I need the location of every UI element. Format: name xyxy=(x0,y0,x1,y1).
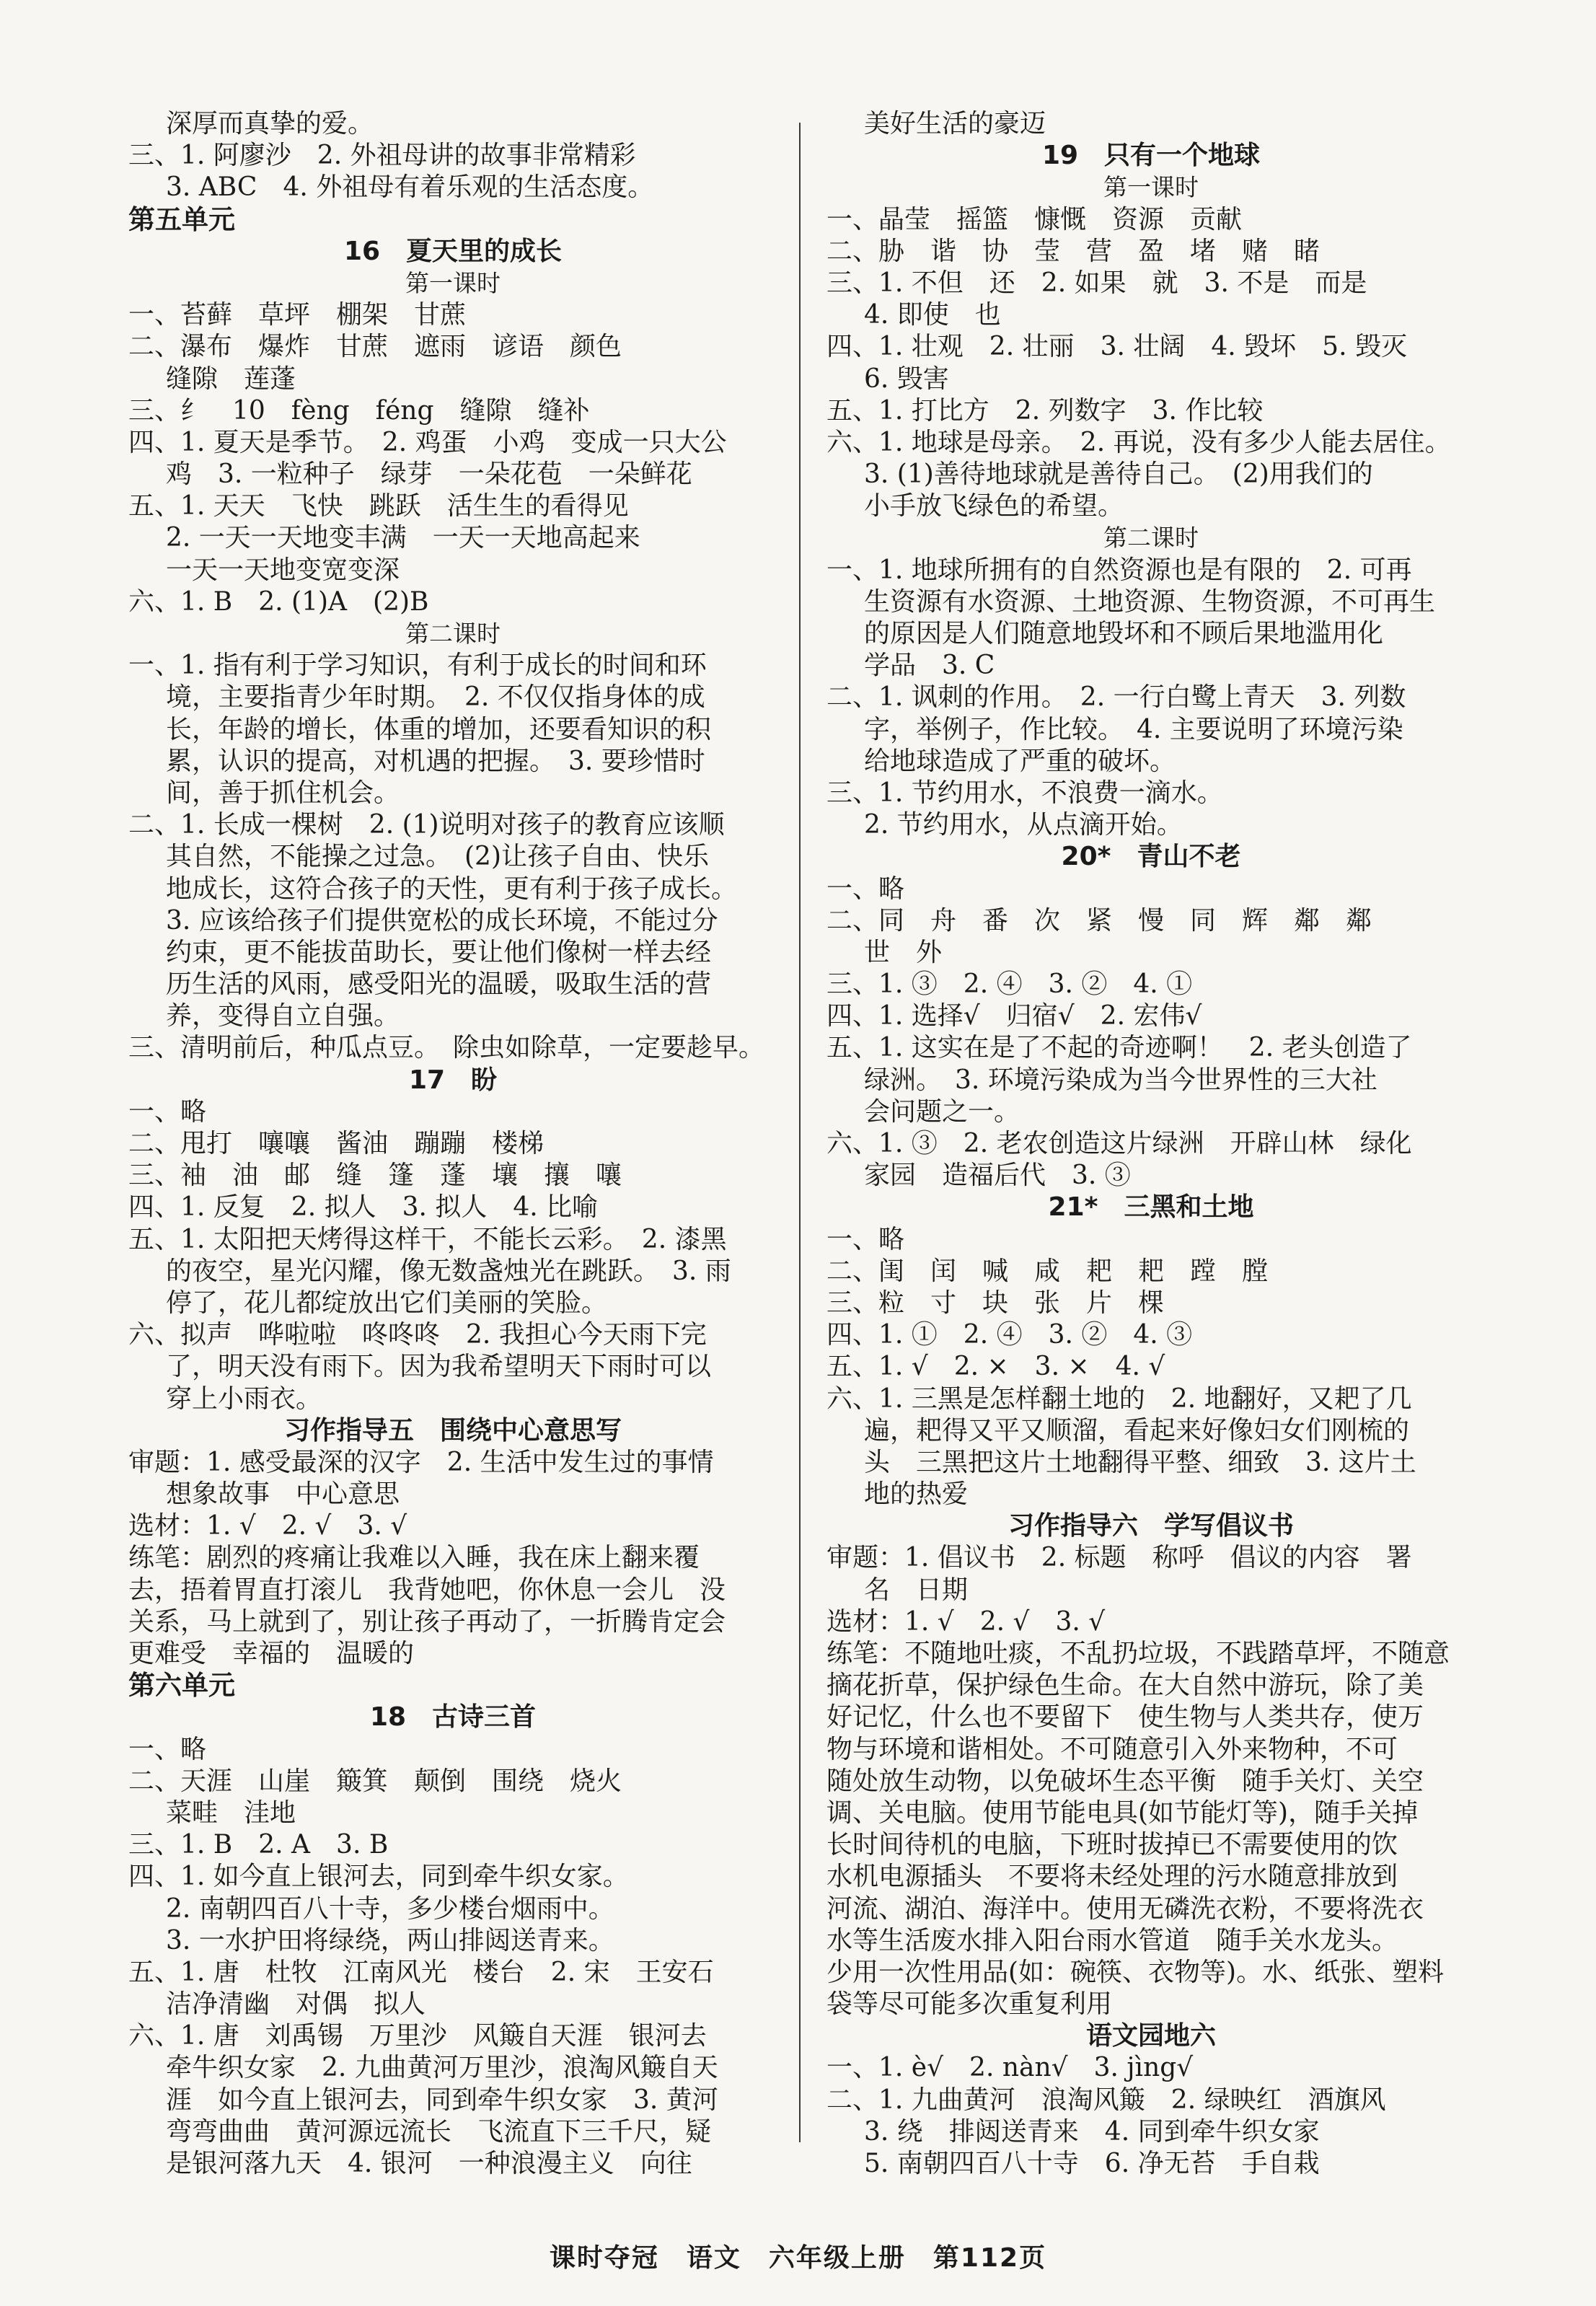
answer-line: 洁净清幽 对偶 拟人 xyxy=(166,1989,426,2020)
answer-line: 六、1. 地球是母亲。 2. 再说，没有多少人能去居住。 xyxy=(826,427,1451,457)
answer-line: 世 外 xyxy=(864,937,943,967)
section-title: 20* 青山不老 xyxy=(1061,842,1241,872)
answer-line: 一天一天地变宽变深 xyxy=(166,555,400,585)
answer-line: 审题：1. 倡议书 2. 标题 称呼 倡议的内容 署 xyxy=(826,1543,1412,1573)
lesson-subtitle: 第一课时 xyxy=(1103,173,1199,202)
answer-line: 审题：1. 感受最深的汉字 2. 生活中发生过的事情 xyxy=(128,1447,714,1477)
answer-line: 一、略 xyxy=(826,1224,905,1254)
answer-line: 随处放生动物，以免破坏生态平衡 随手关灯、关空 xyxy=(826,1766,1424,1796)
answer-line: 名 日期 xyxy=(864,1575,969,1605)
answer-line: 的夜空，星光闪耀，像无数盏烛光在跳跃。 3. 雨 xyxy=(166,1256,731,1286)
answer-line: 2. 南朝四百八十寺，多少楼台烟雨中。 xyxy=(166,1893,614,1924)
answer-line: 会问题之一。 xyxy=(864,1096,1020,1127)
section-title: 语文园地六 xyxy=(1085,2021,1216,2051)
answer-line: 二、1. 长成一棵树 2. (1)说明对孩子的教育应该顺 xyxy=(128,810,725,840)
answer-line: 去，捂着胃直打滚儿 我背她吧，你休息一会儿 没 xyxy=(128,1575,726,1605)
lesson-subtitle: 第一课时 xyxy=(405,268,501,297)
answer-line: 的原因是人们随意地毁坏和不顾后果地滥用化 xyxy=(864,619,1384,648)
answer-line: 五、1. 天天 飞快 跳跃 活生生的看得见 xyxy=(128,491,629,522)
answer-line: 四、1. 如今直上银河去，同到牵牛织女家。 xyxy=(128,1862,629,1892)
answer-line: 六、1. 三黑是怎样翻土地的 2. 地翻好，又耙了几 xyxy=(826,1383,1412,1414)
answer-line: 涯 如今直上银河去，同到牵牛织女家 3. 黄河 xyxy=(166,2085,718,2115)
answer-line: 6. 毁害 xyxy=(864,364,949,394)
answer-line: 牵牛织女家 2. 九曲黄河万里沙，浪淘风簸自天 xyxy=(166,2053,718,2083)
answer-line: 六、1. 唐 刘禹锡 万里沙 风簸自天涯 银河去 xyxy=(128,2021,707,2051)
answer-line: 绿洲。 3. 环境污染成为当今世界性的三大社 xyxy=(864,1065,1377,1095)
answer-line: 选材：1. √ 2. √ 3. √ xyxy=(826,1606,1106,1637)
answer-line: 养，变得自立自强。 xyxy=(166,1001,400,1031)
answer-line: 水机电源插头 不要将未经处理的污水随意排放到 xyxy=(826,1862,1398,1892)
answer-line: 其自然，不能操之过急。 (2)让孩子自由、快乐 xyxy=(166,842,709,872)
answer-line: 弯弯曲曲 黄河源远流长 飞流直下三千尺，疑 xyxy=(166,2116,712,2147)
answer-line: 4. 即使 也 xyxy=(864,300,1001,330)
answer-line: 3. ABC 4. 外祖母有着乐观的生活态度。 xyxy=(166,172,654,203)
answer-line: 少用一次性用品(如：碗筷、衣物等)。水、纸张、塑料 xyxy=(826,1957,1445,1987)
answer-line: 袋等尽可能多次重复利用 xyxy=(826,1989,1113,2020)
answer-line: 三、袖 油 邮 缝 篷 蓬 壤 攘 嚷 xyxy=(128,1161,622,1191)
answer-line: 三、纟 10 fèng féng 缝隙 缝补 xyxy=(128,395,590,426)
unit-heading: 第五单元 xyxy=(128,203,235,235)
answer-line: 四、1. 选择√ 归宿√ 2. 宏伟√ xyxy=(826,1001,1202,1031)
answer-line: 二、1. 九曲黄河 浪淘风簸 2. 绿映红 酒旗风 xyxy=(826,2085,1386,2115)
answer-line: 五、1. 太阳把天烤得这样干，不能长云彩。 2. 漆黑 xyxy=(128,1224,727,1254)
lesson-subtitle: 第二课时 xyxy=(1103,524,1199,553)
answer-line: 3. 一水护田将绿绕，两山排闼送青来。 xyxy=(166,1925,614,1955)
answer-line: 三、1. 不但 还 2. 如果 就 3. 不是 而是 xyxy=(826,268,1367,298)
answer-line: 鸡 3. 一粒种子 绿芽 一朵花苞 一朵鲜花 xyxy=(166,459,692,490)
right-column xyxy=(826,108,1476,2180)
answer-line: 物与环境和谐相处。不可随意引入外来物种，不可 xyxy=(826,1734,1398,1764)
answer-line: 五、1. 唐 杜牧 江南风光 楼台 2. 宋 王安石 xyxy=(128,1957,714,1987)
answer-line: 了，明天没有雨下。因为我希望明天下雨时可以 xyxy=(166,1352,712,1382)
answer-line: 二、胁 谐 协 莹 营 盈 堵 赌 睹 xyxy=(826,236,1321,266)
answer-line: 一、略 xyxy=(826,873,905,904)
answer-line: 二、闺 闰 喊 咸 耙 耙 蹚 膛 xyxy=(826,1256,1269,1286)
answer-line: 学品 3. C xyxy=(864,651,995,681)
answer-line: 二、甩打 嚷嚷 酱油 蹦蹦 楼梯 xyxy=(128,1129,545,1158)
answer-line: 一、1. è√ 2. nàn√ 3. jìng√ xyxy=(826,2053,1194,2083)
answer-line: 小手放飞绿色的希望。 xyxy=(864,491,1124,522)
section-title: 习作指导五 围绕中心意思写 xyxy=(283,1415,622,1445)
answer-line: 四、1. 壮观 2. 壮丽 3. 壮阔 4. 毁坏 5. 毁灭 xyxy=(826,332,1407,362)
answer-line: 地成长，这符合孩子的天性，更有利于孩子成长。 xyxy=(166,873,738,904)
answer-line: 水等生活废水排入阳台雨水管道 随手关水龙头。 xyxy=(826,1925,1398,1955)
answer-line: 深厚而真挚的爱。 xyxy=(166,109,374,138)
answer-line: 一、苔藓 草坪 棚架 甘蔗 xyxy=(128,300,467,330)
answer-line: 河流、湖泊、海洋中。使用无磷洗衣粉，不要将洗衣 xyxy=(826,1893,1424,1924)
answer-line: 四、1. 反复 2. 拟人 3. 拟人 4. 比喻 xyxy=(128,1192,599,1223)
section-title: 19 只有一个地球 xyxy=(1041,141,1261,171)
section-title: 21* 三黑和土地 xyxy=(1048,1192,1254,1223)
answer-line: 约束，更不能拔苗助长，要让他们像树一样去经 xyxy=(166,937,712,967)
answer-line: 间，善于抓住机会。 xyxy=(166,778,400,808)
answer-line: 三、1. B 2. A 3. B xyxy=(128,1830,389,1860)
answer-line: 好记忆，什么也不要留下 使生物与人类共存，使万 xyxy=(826,1702,1424,1733)
answer-line: 穿上小雨衣。 xyxy=(166,1383,322,1414)
answer-line: 三、粒 寸 块 张 片 棵 xyxy=(826,1288,1165,1318)
section-title: 18 古诗三首 xyxy=(369,1702,537,1733)
answer-line: 菜畦 洼地 xyxy=(166,1797,296,1828)
answer-line: 长时间待机的电脑，下班时拔掉已不需要使用的饮 xyxy=(826,1830,1398,1860)
answer-line: 五、1. 这实在是了不起的奇迹啊！ 2. 老头创造了 xyxy=(826,1033,1412,1063)
answer-line: 头 三黑把这片土地翻得平整、细致 3. 这片土 xyxy=(864,1447,1416,1477)
answer-line: 5. 南朝四百八十寺 6. 净无苔 手自栽 xyxy=(864,2149,1320,2178)
lesson-subtitle: 第二课时 xyxy=(405,620,501,648)
answer-line: 六、1. B 2. (1)A (2)B xyxy=(128,586,429,617)
answer-line: 字，举例子，作比较。 4. 主要说明了环境污染 xyxy=(864,714,1403,744)
answer-line: 三、1. ③ 2. ④ 3. ② 4. ① xyxy=(826,969,1193,1000)
answer-line: 一、略 xyxy=(128,1734,207,1764)
answer-line: 三、1. 节约用水，不浪费一滴水。 xyxy=(826,778,1223,808)
answer-line: 2. 一天一天地变丰满 一天一天地高起来 xyxy=(166,523,640,553)
section-title: 16 夏天里的成长 xyxy=(343,236,563,266)
answer-line: 六、拟声 哗啦啦 咚咚咚 2. 我担心今天雨下完 xyxy=(128,1320,707,1350)
answer-line: 五、1. √ 2. × 3. × 4. √ xyxy=(826,1352,1165,1382)
left-column xyxy=(128,108,777,2180)
answer-line: 缝隙 莲蓬 xyxy=(166,364,296,394)
answer-line: 3. 应该给孩子们提供宽松的成长环境，不能过分 xyxy=(166,905,718,936)
answer-line: 遍，耙得又平又顺溜，看起来好像妇女们刚梳的 xyxy=(864,1415,1410,1445)
answer-line: 关系，马上就到了，别让孩子再动了，一折腾肯定会 xyxy=(128,1606,726,1637)
answer-line: 二、同 舟 番 次 紧 慢 同 辉 鄰 鄰 xyxy=(826,905,1372,936)
answer-line: 给地球造成了严重的破坏。 xyxy=(864,746,1176,776)
answer-line: 一、1. 指有利于学习知识，有利于成长的时间和环 xyxy=(128,651,707,681)
column-divider xyxy=(799,123,801,2142)
answer-line: 3. 绕 排闼送青来 4. 同到牵牛织女家 xyxy=(864,2116,1320,2147)
answer-line: 长，年龄的增长，体重的增加，还要看知识的积 xyxy=(166,714,712,744)
answer-line: 2. 节约用水，从点滴开始。 xyxy=(864,810,1183,840)
answer-line: 境，主要指青少年时期。 2. 不仅仅指身体的成 xyxy=(166,682,705,713)
answer-line: 摘花折草，保护绿色生命。在大自然中游玩，除了美 xyxy=(826,1671,1424,1701)
answer-line: 练笔：剧烈的疼痛让我难以入睡，我在床上翻来覆 xyxy=(128,1543,700,1573)
answer-line: 家园 造福后代 3. ③ xyxy=(864,1161,1131,1191)
unit-heading: 第六单元 xyxy=(128,1670,235,1702)
answer-line: 六、1. ③ 2. 老农创造这片绿洲 开辟山林 绿化 xyxy=(826,1129,1412,1158)
answer-line: 一、1. 地球所拥有的自然资源也是有限的 2. 可再 xyxy=(826,555,1412,585)
answer-line: 一、略 xyxy=(128,1096,207,1127)
page-footer: 课时夺冠 语文 六年级上册 第112页 xyxy=(549,2243,1047,2273)
answer-line: 更难受 幸福的 温暖的 xyxy=(128,1639,415,1668)
answer-line: 停了，花儿都绽放出它们美丽的笑脸。 xyxy=(166,1288,608,1318)
section-title: 17 盼 xyxy=(408,1065,498,1095)
answer-line: 练笔：不随地吐痰，不乱扔垃圾，不践踏草坪，不随意 xyxy=(826,1639,1450,1668)
answer-line: 选材：1. √ 2. √ 3. √ xyxy=(128,1511,407,1541)
answer-line: 二、1. 讽刺的作用。 2. 一行白鹭上青天 3. 列数 xyxy=(826,682,1406,713)
answer-line: 五、1. 打比方 2. 列数字 3. 作比较 xyxy=(826,395,1264,426)
answer-line: 生资源有水资源、土地资源、生物资源，不可再生 xyxy=(864,586,1436,617)
answer-line: 3. (1)善待地球就是善待自己。 (2)用我们的 xyxy=(864,459,1373,490)
answer-line: 累，认识的提高，对机遇的把握。 3. 要珍惜时 xyxy=(166,746,705,776)
answer-line: 想象故事 中心意思 xyxy=(166,1479,400,1510)
answer-line: 地的热爱 xyxy=(864,1479,969,1510)
answer-line: 二、瀑布 爆炸 甘蔗 遮雨 谚语 颜色 xyxy=(128,332,622,362)
answer-line: 四、1. 夏天是季节。 2. 鸡蛋 小鸡 变成一只大公 xyxy=(128,427,727,457)
answer-line: 四、1. ① 2. ④ 3. ② 4. ③ xyxy=(826,1320,1193,1350)
section-title: 习作指导六 学写倡议书 xyxy=(1008,1511,1294,1541)
answer-line: 一、晶莹 摇篮 慷慨 资源 贡献 xyxy=(826,204,1243,234)
answer-line: 美好生活的豪迈 xyxy=(864,109,1046,138)
answer-line: 历生活的风雨，感受阳光的温暖，吸取生活的营 xyxy=(166,969,712,1000)
answer-line: 调、关电脑。使用节能电具(如节能灯等)，随手关掉 xyxy=(826,1797,1419,1828)
answer-line: 二、天涯 山崖 簸箕 颠倒 围绕 烧火 xyxy=(128,1766,622,1796)
answer-line: 三、清明前后，种瓜点豆。 除虫如除草，一定要趁早。 xyxy=(128,1033,765,1063)
answer-line: 三、1. 阿廖沙 2. 外祖母讲的故事非常精彩 xyxy=(128,141,636,171)
answer-line: 是银河落九天 4. 银河 一种浪漫主义 向往 xyxy=(166,2149,692,2178)
